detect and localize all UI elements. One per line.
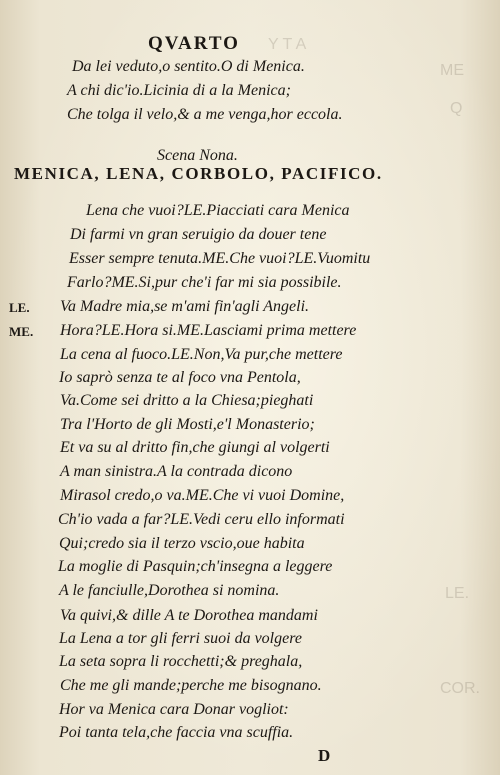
verse-line: Poi tanta tela,che faccia vna scuffia. [59,724,294,741]
verse-line: La seta sopra li rocchetti;& preghala, [59,653,303,670]
speaker-marginal: LE. [9,300,30,315]
verse-line: Ch'io vada a far?LE.Vedi ceru ello informati [58,511,345,528]
verse-line: A man sinistra.A la contrada dicono [60,463,293,480]
verse-line: A le fanciulle,Dorothea si nomina. [59,582,280,599]
speakers-heading: MENICA, LENA, CORBOLO, PACIFICO. [14,164,383,183]
bleed-through-text: ME [440,62,464,79]
signature-mark: D [318,746,331,765]
verse-line: Va Madre mia,se m'ami fin'agli Angeli. [60,298,310,315]
bleed-through-text: COR. [440,680,480,697]
bleed-through-text: Q [450,100,463,117]
verse-line: La cena al fuoco.LE.Non,Va pur,che mettere [60,346,343,363]
verse-line: Et va su al dritto fin,che giungi al volgerti [60,439,330,456]
verse-line: Qui;credo sia il terzo vscio,oue habita [59,535,305,552]
verse-line: Hor va Menica cara Donar vogliot: [59,701,289,718]
speaker-marginal: ME. [9,324,34,339]
bleed-through-text: Y T A [268,36,307,53]
scene-title: Scena Nona. [157,147,238,164]
verse-line: Io saprò senza te al foco vna Pentola, [59,369,301,386]
verse-line: La moglie di Pasquin;ch'insegna a leggere [58,558,333,575]
verse-line: Tra l'Horto de gli Mosti,e'l Monasterio; [60,416,315,433]
verse-line: Lena che vuoi?LE.Piacciati cara Menica [86,202,350,219]
verse-line: Che me gli mande;perche me bisognano. [60,677,322,694]
verse-line: La Lena a tor gli ferri suoi da volgere [59,630,302,647]
verse-line: Va quivi,& dille A te Dorothea mandami [60,607,318,624]
verse-line: Da lei veduto,o sentito.O di Menica. [72,58,305,75]
verse-line: Va.Come sei dritto a la Chiesa;pieghati [60,392,314,409]
verse-line: Di farmi vn gran seruigio da douer tene [70,226,327,243]
verse-line: Hora?LE.Hora si.ME.Lasciami prima mettere [60,322,357,339]
verse-line: Mirasol credo,o va.ME.Che vi vuoi Domine, [60,487,345,504]
verse-line: A chi dic'io.Licinia di a la Menica; [67,82,291,99]
verse-line: Farlo?ME.Si,pur che'i far mi sia possibile. [67,274,342,291]
bleed-through-text: LE. [445,585,470,602]
verse-line: Esser sempre tenuta.ME.Che vuoi?LE.Vuomitu [69,250,371,267]
verse-line: Che tolga il velo,& a me venga,hor eccola. [67,106,343,123]
running-head: QVARTO [148,33,240,54]
